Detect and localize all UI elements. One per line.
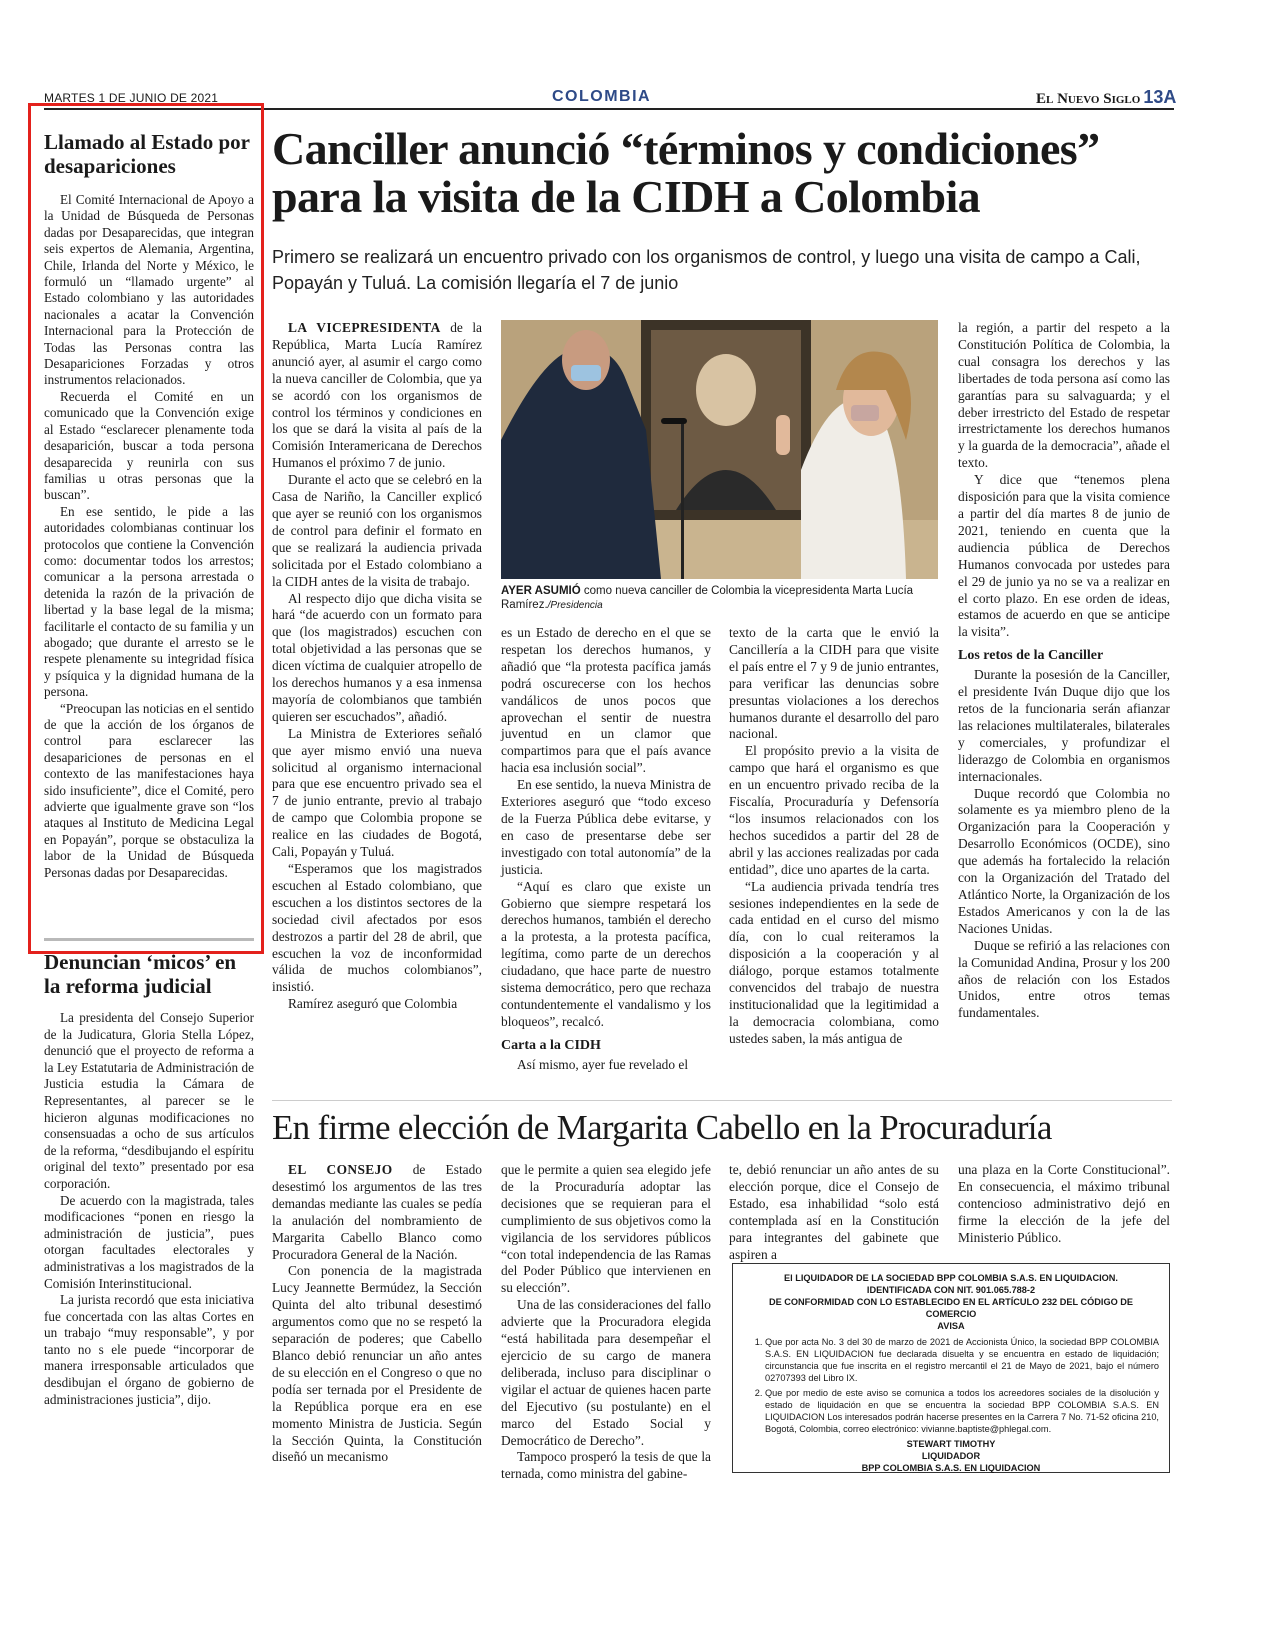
paragraph: Durante la posesión de la Canciller, el presidente Iván Duque dijo que los retos de la funcionaria serán afianzar las relaciones multilaterales, bilaterales y comerciales, y profundizar el liderazgo de Colombia en organismos internacionales.: [958, 667, 1170, 784]
photo-credit: /Presidencia: [547, 600, 603, 611]
photo-caption: [501, 584, 938, 613]
lead-word: LA VICEPRESIDENTA: [288, 320, 441, 335]
second-col4: [958, 1162, 1170, 1247]
caption-lead: AYER ASUMIÓ: [501, 585, 581, 597]
notice-sign-name: STEWART TIMOTHY: [906, 1439, 996, 1449]
paragraph: Duque recordó que Colombia no solamente es ya miembro pleno de la Organización para la Cooperación y Desarrollo Económicos (OCDE), sino que además ha fortalecido la relación con la Organización del Tratado del Atlántico Norte, la Organización de los Estados Americanos y con la de las Naciones Unidas.: [958, 785, 1170, 936]
sidebar-separator: [44, 938, 254, 941]
notice-line3: DE CONFORMIDAD CON LO ESTABLECIDO EN EL ARTÍCULO 232 DEL CÓDIGO DE COMERCIO: [768, 1297, 1134, 1319]
legal-notice: [732, 1263, 1170, 1473]
paragraph: De acuerdo con la magistrada, tales modificaciones “ponen en riesgo la administración de justicia”, pues otorgan facultades electorales y administrativas a los magistrados de la Comisión Interinstitucional.: [44, 1192, 254, 1291]
paragraph: El Comité Internacional de Apoyo a la Unidad de Búsqueda de Personas dadas por Desaparecidas, que integran seis expertos de Alemania, Argentina, Chile, Irlanda del Norte y México, le formuló un “llamado urgente” al Estado colombiano y las autoridades nacionales a acatar la Convención Internacional para la Protección de Todas las Personas contra las Desapariciones Forzadas y otros instrumentos relacionados.: [44, 192, 254, 388]
section-name: COLOMBIA: [552, 88, 652, 105]
lead-word: EL CONSEJO: [288, 1162, 393, 1177]
paragraph: que le permite a quien sea elegido jefe de la Procuraduría adoptar las decisiones que se requieran para el cumplimiento de sus objetivos como la vigilancia de los servidores públicos “con total independencia de las Ramas del Poder Público que intervienen en su elección”.: [501, 1162, 711, 1296]
second-headline: En firme elección de Margarita Cabello en la Procuraduría: [272, 1108, 1052, 1147]
notice-line2: IDENTIFICADA CON NIT. 901.065.788-2: [866, 1285, 1036, 1295]
paragraph: Ramírez aseguró que Colombia: [288, 996, 458, 1012]
sidebar1-title: Llamado al Estado por desapariciones: [44, 130, 250, 178]
paragraph: En ese sentido, le pide a las autoridades colombianas continuar los protocolos que contiene la Convención como: documentar todos los arrestos; comunicar a la persona arrestada o detenida la razón de la privación de libertad y la base legal de la misma; facilitarle el contacto de su familia y un abogado; que durante el arresto se le respete plenamente su integridad física y psíquica y la dignidad humana de la persona.: [44, 503, 254, 700]
second-col1: [272, 1162, 482, 1466]
paragraph: Al respecto dijo que dicha visita se hará “de acuerdo con un formato para que (los magistrados) escuchen con total objetividad a las personas que se dicen víctima de cualquier atropello de los derechos humanos y a esa inmensa mayoría de colombianos que también quieren ser escuchados”, añadió.: [272, 590, 482, 724]
main-col2: [501, 625, 711, 1074]
page-number: 13A: [1143, 87, 1177, 107]
notice-line1: El LIQUIDADOR DE LA SOCIEDAD BPP COLOMBIA S.A.S. EN LIQUIDACION.: [783, 1273, 1118, 1283]
notice-items: [743, 1336, 1159, 1435]
paragraph: es un Estado de derecho en el que se respetan los derechos humanos, y añadió que “la protesta pacífica jamás podrá oscurecerse con los hechos vandálicos de unos pocos que aprovechan el sentir de nuestra juventud en un clamor que compartimos para que el país avance hacia esa inclusión social”.: [501, 625, 711, 776]
paragraph: Durante el acto que se celebró en la Casa de Nariño, la Canciller explicó que ayer se reunió con los organismos de control para definir el formato en que se realizará la audiencia privada solicitada por el Estado colombiano a la CIDH antes de la visita de trabajo.: [272, 472, 482, 589]
second-col2: [501, 1162, 711, 1483]
issue-date: MARTES 1 DE JUNIO DE 2021: [44, 91, 219, 105]
paragraph: Una de las consideraciones del fallo advierte que la Procuradora elegida “está habilitada para desempeñar el ejercicio de su cargo de manera deliberada, incluso para disciplinar o vigilar el actuar de quienes hacen parte del Ejecutivo (su postulante) en el marco del Estado Social y Democrático de Derecho”.: [501, 1297, 711, 1448]
sidebar2-body: [44, 1010, 254, 1408]
main-headline: Canciller anunció “términos y condiciones” para la visita de la CIDH a Colombia: [272, 123, 1100, 222]
paragraph: Y dice que “tenemos plena disposición para que la visita comience a partir del día martes 8 de junio de 2021, teniendo en cuenta que la audiencia pública de Derechos Humanos convocada por ustedes para el 29 de junio ya no se va a realizar en el corto plazo. En ese orden de ideas, estamos de acuerdo en que se anticipe la visita”.: [958, 472, 1170, 640]
notice-sign-company: BPP COLOMBIA S.A.S. EN LIQUIDACION: [861, 1463, 1041, 1473]
paragraph: Tampoco prosperó la tesis de que la ternada, como ministra del gabine-: [501, 1449, 711, 1482]
sidebar1-body: [44, 192, 254, 881]
paper-name: El Nuevo Siglo: [1036, 91, 1141, 107]
paragraph: Con ponencia de la magistrada Lucy Jeannette Bermúdez, la Sección Quinta del alto tribunal desestimó argumentos como que no se respetó la separación de poderes; que Cabello Blanco debió renunciar un año antes de su elección en el Congreso o que no podía ser ternada por el Presidente de la República porque era en ese momento Ministra de Justicia. Según la Sección Quinta, la Constitución diseñó un mecanismo: [272, 1263, 482, 1465]
paragraph: La jurista recordó que esta iniciativa fue concertada con las altas Cortes en un trabajo “muy responsable”, y por tanto no s ele puede “incorporar de manera irresponsable articulados que desdibujan el órgano de gobierno de administraciones justicia”, dijo.: [44, 1292, 254, 1407]
paragraph: “Aquí es claro que existe un Gobierno que siempre respetará los derechos humanos, también el derecho a la protesta, a la protesta pacífica, legítima, como parte de un derechos ciudadano, que hace parte de nuestro sistema democrático, pero que rechaza contundentemente el vandalismo y los bloqueos”, recalcó.: [501, 878, 711, 1029]
paragraph: texto de la carta que le envió la Cancillería a la CIDH para que visite el país entre el 7 y 9 de junio entrantes, para verificar las denuncias sobre presuntas violaciones a los derechos humanos durante el desarrollo del paro nacional.: [729, 625, 939, 742]
paragraph: te, debió renunciar un año antes de su elección porque, dice el Consejo de Estado, esa inhabilidad “solo está contemplada así en la Constitución para integrantes del gabinete que aspiren a: [729, 1162, 939, 1262]
main-col1: [272, 320, 482, 1013]
subhead-carta: Carta a la CIDH: [501, 1037, 601, 1053]
paragraph: Duque se refirió a las relaciones con la Comunidad Andina, Prosur y los 200 años de relación con los Estados Unidos, entre otros temas fundamentales.: [958, 937, 1170, 1021]
news-photo: [501, 320, 938, 579]
main-deck: Primero se realizará un encuentro privado con los organismos de control, y luego una visita de campo a Cali, Popayán y Tuluá. La comisión llegaría el 7 de junio: [272, 247, 1141, 293]
paragraph: una plaza en la Corte Constitucional”. En consecuencia, el máximo tribunal contencioso administrativo dejó en firme la elección de la jefe del Ministerio Público.: [958, 1162, 1170, 1245]
paragraph: la región, a partir del respeto a la Constitución Política de Colombia, la cual consagra los derechos y las libertades de toda persona así como las garantías para su salvaguarda; y el deber irrestricto del Estado de respetar irrestrictamente los derechos humanos y la guarda de la democracia”, añade el texto.: [958, 320, 1170, 471]
notice-item: 2. Que por medio de este aviso se comunica a todos los acreedores sociales de la disolución y estado de liquidación en que se encuentra la sociedad BPP COLOMBIA S.A.S. EN LIQUIDACION Los interesados podrán hacerse presentes en la Carrera 7 No. 71-52 oficina 210, Bogotá, Colombia, correo electrónico: vivianne.baptiste@phlegal.com.: [765, 1387, 1159, 1435]
paragraph: “Preocupan las noticias en el sentido de que la acción de los órganos de control para esclarecer las desapariciones de personas en el contexto de las manifestaciones haya sido insuficiente”, dice el Comité, pero advierte que igualmente grave son “los ataques al Instituto de Medicina Legal en Popayán”, porque se obstaculiza la labor de la Unidad de Búsqueda Personas dadas por Desaparecidas.: [44, 700, 254, 880]
subhead-retos: Los retos de la Canciller: [958, 648, 1104, 664]
masthead: [1036, 87, 1176, 108]
photo-illustration: [501, 320, 938, 579]
paragraph: El propósito previo a la visita de campo que hará el organismo es que en un encuentro privado reciba de la Fiscalía, Procuraduría y Defensoría “los insumos relacionados con los hechos sucedidos a partir del 28 de abril y las acciones realizadas por cada entidad”, dice uno apartes de la carta.: [729, 743, 939, 877]
paragraph: En ese sentido, la nueva Ministra de Exteriores aseguró que “todo exceso de la Fuerza Pública debe evitarse, y en caso de presentarse debe ser investigado con total autonomía” de la justicia.: [501, 777, 711, 877]
main-col3: [729, 625, 939, 1048]
paragraph: de la República, Marta Lucía Ramírez anunció ayer, al asumir el cargo como la nueva canciller de Colombia, que ya se acordó con los organismos de control los términos y condiciones en los que se dará la visita al país de la Comisión Interamericana de Derechos Humanos el próximo 7 de junio.: [272, 320, 482, 471]
sidebar2-title: Denuncian ‘micos’ en la reforma judicial: [44, 950, 237, 998]
paragraph: de Estado desestimó los argumentos de las tres demandas mediante las cuales se pedía la anulación del nombramiento de Margarita Cabello Blanco como Procuradora General de la Nación.: [272, 1162, 482, 1262]
paragraph: “Esperamos que los magistrados escuchen al Estado colombiano, que escuchen a los distintos sectores de la sociedad civil afectados por esos destrozos a partir del 28 de abril, que escuchen la voz de inconformidad válida de muchos colombianos”, insistió.: [272, 861, 482, 995]
paragraph: La presidenta del Consejo Superior de la Judicatura, Gloria Stella López, denunció que el proyecto de reforma a la Ley Estatutaria de Administración de Justicia estudia la Cámara de Representantes, al parecer se le hicieron algunas modificaciones no consensuadas a ocho de sus artículos de la reforma, “desdibujando el espíritu original del texto” presentado por esa corporación.: [44, 1010, 254, 1191]
paragraph: Así mismo, ayer fue revelado el: [517, 1056, 689, 1072]
main-col4: [958, 320, 1170, 1022]
notice-line4: AVISA: [937, 1321, 965, 1331]
notice-sign-role: LIQUIDADOR: [921, 1451, 981, 1461]
paragraph: “La audiencia privada tendría tres sesiones independientes en la sede de cada entidad en el curso del mismo día, con lo cual reiteramos la disposición a la cooperación y al diálogo, porque estamos totalmente convencidos del trabajo de nuestra institucionalidad que la legitimidad a la democracia colombiana, como ustedes saben, la más antigua de: [729, 878, 939, 1046]
paragraph: La Ministra de Exteriores señaló que ayer mismo envió una nueva solicitud al organismo internacional para que ese encuentro privado sea el 7 de junio entrante, previo al trabajo de campo que Colombia propone se realice en las ciudades de Bogotá, Cali, Popayán y Tuluá.: [272, 725, 482, 860]
caption-text: como nueva canciller de Colombia la vicepresidenta Marta Lucía Ramírez.: [501, 585, 914, 611]
second-col3: [729, 1162, 939, 1263]
notice-item: 1. Que por acta No. 3 del 30 de marzo de 2021 de Accionista Único, la sociedad BPP COLOMBIA S.A.S. EN LIQUIDACION fue declarada disuelta y se encuentra en estado de liquidación; circunstancia que fue inscrita en el registro mercantil el 21 de Mayo de 2021, bajo el número 02707393 del Libro IX.: [765, 1336, 1159, 1384]
article-divider: [272, 1100, 1172, 1101]
paragraph: Recuerda el Comité en un comunicado que la Convención exige al Estado “esclarecer plenamente toda desaparición, buscar a toda persona desaparecida y reunirla con sus familias u otras personas que la buscan”.: [44, 388, 254, 503]
